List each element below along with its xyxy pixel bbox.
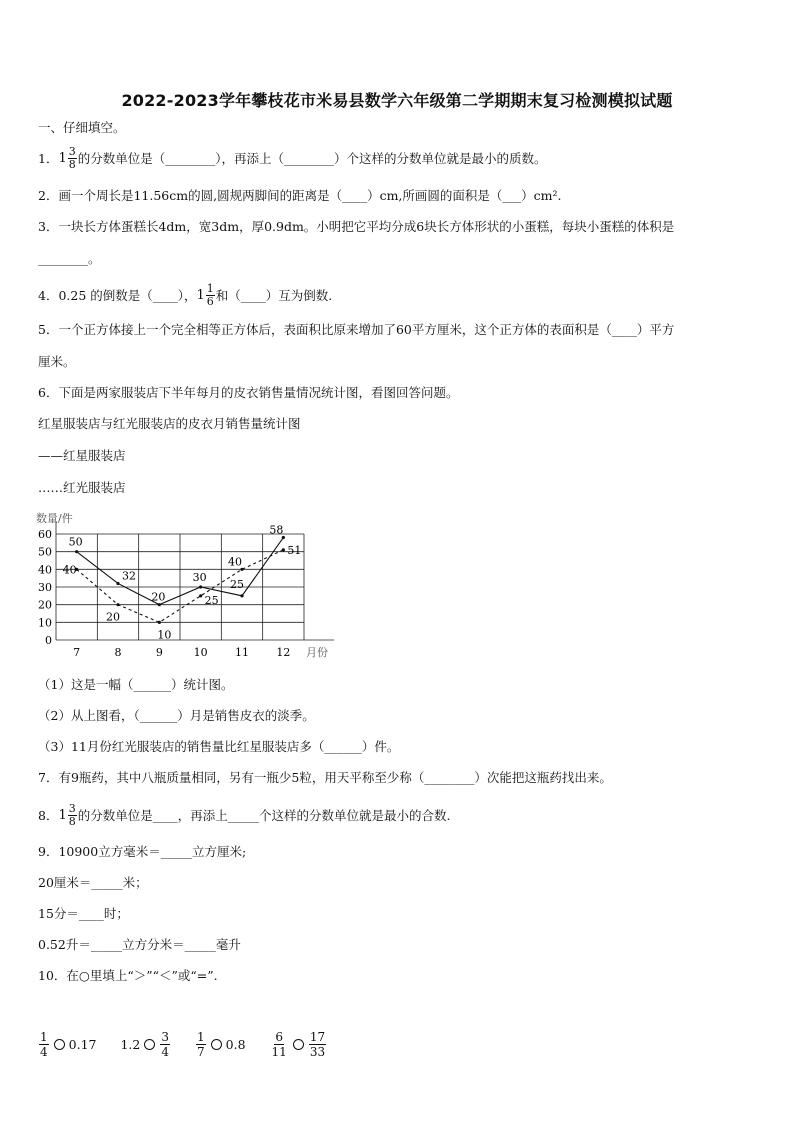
question-6-1: （1）这是一幅（______）统计图。 bbox=[38, 677, 234, 692]
data-label: 30 bbox=[192, 571, 207, 584]
data-label: 50 bbox=[68, 535, 83, 549]
q1-text: 的分数单位是（________），再添上（________）个这样的分数单位就是最小的质数。 bbox=[77, 150, 547, 166]
data-point bbox=[75, 550, 78, 553]
y-tick-label: 60 bbox=[38, 528, 52, 541]
comparison-1: $\frac{1}{4}$ 0.17 bbox=[40, 1030, 97, 1059]
legend-solid: ——红星服装店 bbox=[38, 448, 126, 463]
y-tick-label: 10 bbox=[38, 616, 52, 630]
question-7: 7．有9瓶药，其中八瓶质量相同，另有一瓶少5粒，用天平称至少称（________）次能把这瓶药找出来。 bbox=[38, 770, 612, 785]
data-label: 20 bbox=[106, 610, 120, 624]
data-label: 32 bbox=[122, 569, 136, 583]
q8-text: 的分数单位是____，再添上_____个这样的分数单位就是最小的合数. bbox=[77, 807, 451, 823]
y-tick-label: 20 bbox=[38, 598, 52, 612]
answer-circle[interactable] bbox=[54, 1039, 65, 1050]
comparison-4: $\frac{6}{11}$ $\frac{17}{33}$ bbox=[271, 1030, 326, 1059]
data-point bbox=[199, 594, 202, 597]
y-tick-label: 50 bbox=[38, 545, 52, 559]
comparison-3: $\frac{1}{7}$ 0.8 bbox=[197, 1030, 246, 1059]
data-label: 10 bbox=[157, 628, 172, 642]
x-tick-label: 7 bbox=[73, 646, 81, 659]
q4-whole: 1 bbox=[196, 287, 205, 303]
data-label: 20 bbox=[151, 590, 166, 604]
data-point bbox=[116, 603, 119, 606]
data-point bbox=[240, 594, 243, 597]
x-tick-label: 9 bbox=[155, 646, 163, 659]
q8-fraction: $\frac{3}{8}$ bbox=[68, 802, 76, 828]
data-label: 25 bbox=[230, 577, 244, 591]
comparison-2: 1.2 $\frac{3}{4}$ bbox=[120, 1030, 170, 1059]
question-1 bbox=[38, 146, 547, 171]
y-tick-label: 0 bbox=[45, 634, 52, 647]
chart-caption: 红星服装店与红光服装店的皮衣月销售量统计图 bbox=[38, 416, 301, 431]
question-9-1: 9．10900立方毫米＝_____立方厘米; bbox=[38, 844, 247, 859]
y-tick-label: 30 bbox=[38, 581, 52, 594]
q4-post: 和（____）互为倒数. bbox=[215, 287, 333, 303]
data-label: 40 bbox=[228, 555, 242, 569]
answer-circle[interactable] bbox=[293, 1039, 304, 1050]
question-6-3: （3）11月份红光服装店的销售量比红星服装店多（______）件。 bbox=[38, 739, 400, 754]
question-6-2: （2）从上图看，（______）月是销售皮衣的淡季。 bbox=[38, 708, 315, 723]
q1-whole: 1 bbox=[58, 150, 67, 166]
comparison-row bbox=[38, 1030, 351, 1059]
q8-number: 8． bbox=[38, 807, 59, 823]
page-title: 2022-2023学年攀枝花市米易县数学六年级第二学期期末复习检测模拟试题 bbox=[121, 91, 673, 110]
x-tick-label: 8 bbox=[114, 646, 122, 659]
q1-fraction: $\frac{3}{8}$ bbox=[68, 145, 76, 171]
x-tick-label: 10 bbox=[193, 646, 208, 659]
q4-pre: 4．0.25 的倒数是（____）， bbox=[38, 287, 197, 303]
question-9-3: 15分＝____时； bbox=[38, 906, 129, 921]
question-2: 2．画一个周长是11.56cm的圆,圆规两脚间的距离是（____）cm,所画圆的面积是（___）cm². bbox=[38, 188, 562, 203]
q4-fraction: $\frac{1}{6}$ bbox=[206, 282, 214, 308]
legend-dashed: ……红光服装店 bbox=[38, 480, 126, 495]
y-axis-label: 数量/件 bbox=[36, 512, 73, 525]
question-4 bbox=[38, 283, 332, 308]
question-10: 10．在○里填上“＞”“＜”或“=”. bbox=[38, 968, 218, 983]
question-8 bbox=[38, 803, 450, 828]
question-5-line-1: 5．一个正方体接上一个完全相等正方体后，表面积比原来增加了60平方厘米，这个正方体的表面积是（____）平方 bbox=[38, 322, 675, 337]
question-3-line-2: ________。 bbox=[38, 251, 101, 266]
x-tick-label: 12 bbox=[276, 646, 291, 659]
answer-circle[interactable] bbox=[211, 1039, 222, 1050]
q1-number: 1． bbox=[38, 150, 59, 166]
question-5-line-2: 厘米。 bbox=[38, 354, 76, 369]
data-point bbox=[158, 621, 161, 624]
question-9-4: 0.52升＝_____立方分米＝_____毫升 bbox=[38, 937, 241, 952]
data-label: 40 bbox=[62, 563, 77, 577]
y-tick-label: 40 bbox=[38, 563, 52, 577]
question-3-line-1: 3．一块长方体蛋糕长4dm，宽3dm，厚0.9dm。小明把它平均分成6块长方体形状的小蛋糕，每块小蛋糕的体积是 bbox=[38, 219, 675, 234]
data-point bbox=[199, 585, 202, 588]
question-6: 6．下面是两家服装店下半年每月的皮衣销售量情况统计图，看图回答问题。 bbox=[38, 385, 459, 400]
data-label: 25 bbox=[204, 593, 219, 607]
data-label: 51 bbox=[287, 543, 302, 557]
sales-line-chart bbox=[34, 510, 354, 662]
question-9-2: 20厘米＝_____米； bbox=[38, 875, 148, 890]
section-heading: 一、仔细填空。 bbox=[38, 120, 126, 135]
data-point bbox=[282, 548, 285, 551]
x-axis-label: 月份 bbox=[306, 646, 328, 659]
data-point bbox=[116, 582, 119, 585]
data-label: 58 bbox=[269, 523, 284, 537]
answer-circle[interactable] bbox=[144, 1039, 155, 1050]
x-tick-label: 11 bbox=[235, 646, 249, 659]
q8-whole: 1 bbox=[58, 807, 67, 823]
